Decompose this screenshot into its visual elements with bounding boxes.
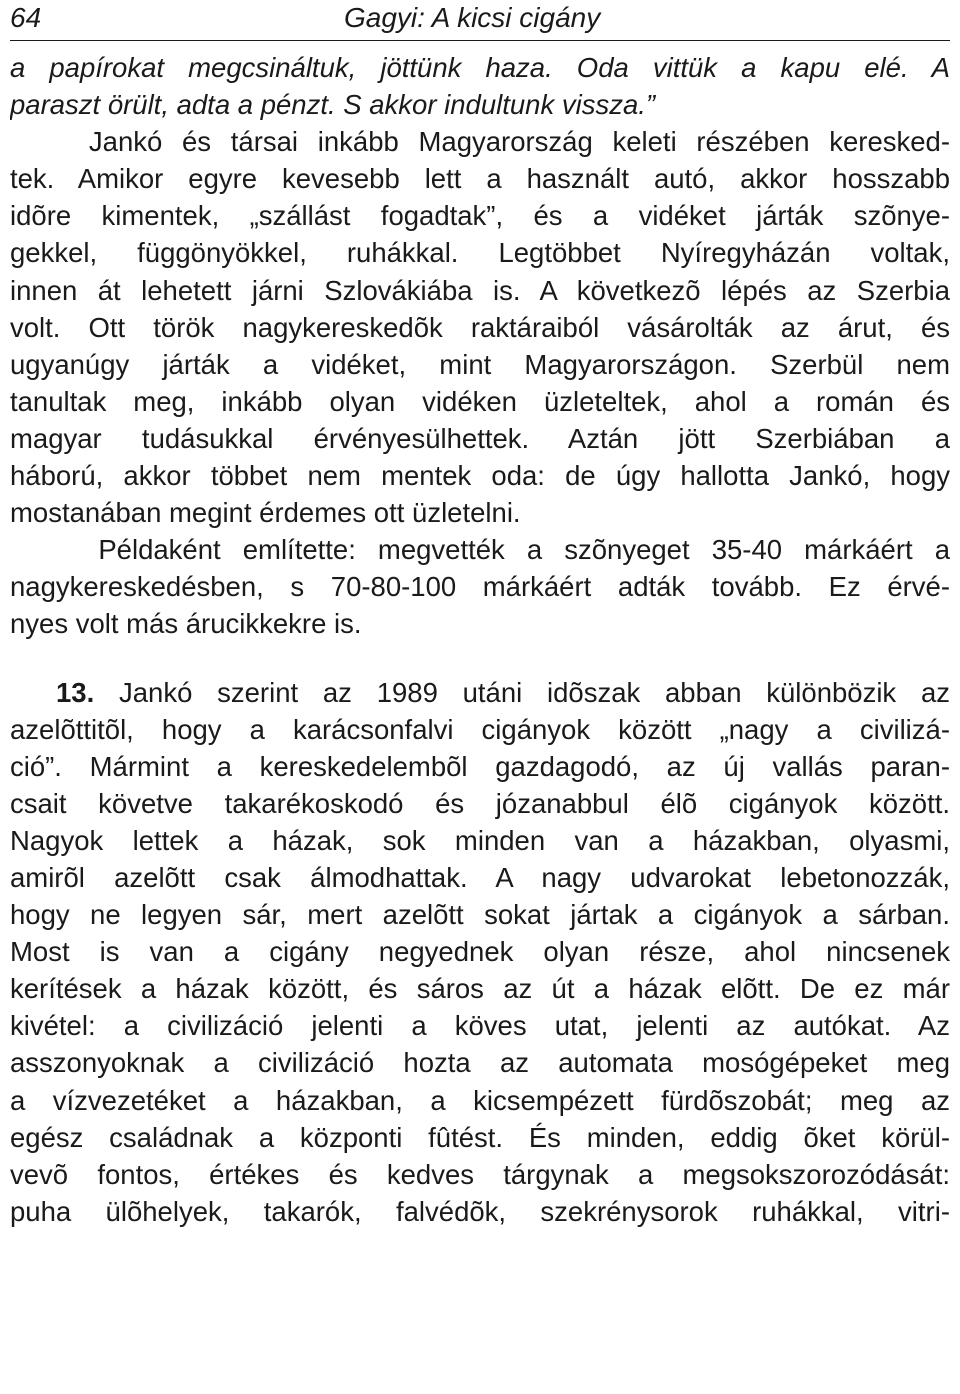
text-line: innen át lehetett járni Szlovákiába is. A következõ lépés az Szerbia	[10, 274, 950, 306]
text-line: csait követve takarékoskodó és józanabbul élõ cigányok között.	[10, 787, 950, 819]
section-spacer	[10, 643, 950, 674]
text-line: ugyanúgy járták a vidéket, mint Magyarországon. Szerbül nem	[10, 348, 950, 380]
text-line: Nagyok lettek a házak, sok minden van a házakban, olyasmi,	[10, 824, 950, 856]
text-line: asszonyoknak a civilizáció hozta az automata mosógépeket meg	[10, 1047, 950, 1079]
text-line: Jankó és társai inkább Magyarország keleti részében keresked-	[10, 126, 950, 158]
text-line: nagykereskedésben, s 70-80-100 márkáért adták tovább. Ez érvé-	[10, 571, 950, 603]
section-13	[10, 674, 950, 1230]
text-line: a papírokat megcsináltuk, jöttünk haza. Oda vittük a kapu elé. A	[10, 52, 950, 83]
paragraph	[10, 531, 950, 642]
text-line: mostanában megint érdemes ott üzletelni.	[10, 497, 521, 529]
text-line: gekkel, függönyökkel, ruhákkal. Legtöbbet Nyíregyházán voltak,	[10, 237, 950, 269]
text-line: puha ülõhelyek, takarók, falvédõk, szekrénysorok ruhákkal, vitri-	[10, 1195, 950, 1227]
body-text	[10, 49, 950, 1230]
text-line: tanultak meg, inkább olyan vidéken üzleteltek, ahol a román és	[10, 385, 950, 417]
text-line: nyes volt más árucikkekre is.	[10, 608, 362, 640]
text-line: ció”. Mármint a kereskedelembõl gazdagodó, az új vallás paran-	[10, 750, 950, 782]
paragraph	[10, 123, 950, 531]
text-line: egész családnak a központi fûtést. És minden, eddig õket körül-	[10, 1121, 950, 1153]
text-line: Példaként említette: megvették a szõnyeget 35-40 márkáért a	[10, 534, 950, 566]
text-line: volt. Ott török nagykereskedõk raktáraiból vásárolták az árut, és	[10, 311, 950, 343]
text-line: idõre kimentek, „szállást fogadtak”, és a vidéket járták szõnye-	[10, 200, 950, 232]
text-line: a vízvezetéket a házakban, a kicsempézett fürdõszobát; meg az	[10, 1084, 950, 1116]
text-line: kerítések a házak között, és sáros az út a házak elõtt. De ez már	[10, 973, 950, 1005]
running-head: Gagyi: A kicsi cigány	[344, 2, 601, 33]
text-line: magyar tudásukkal érvényesülhettek. Aztán jött Szerbiában a	[10, 422, 950, 454]
section-number: 13.	[56, 676, 95, 708]
text-line: amirõl azelõtt csak álmodhattak. A nagy udvarokat lebetonozzák,	[10, 861, 950, 893]
text-line: tek. Amikor egyre kevesebb lett a használt autó, akkor hosszabb	[10, 163, 950, 195]
italic-quote	[10, 49, 950, 123]
text-line: hogy ne legyen sár, mert azelõtt sokat jártak a cigányok a sárban.	[10, 899, 950, 931]
text-line	[10, 674, 950, 711]
text-line: paraszt örült, adta a pénzt. S akkor indultunk vissza.”	[10, 89, 656, 121]
text-line: kivétel: a civilizáció jelenti a köves utat, jelenti az autókat. Az	[10, 1010, 950, 1042]
text-line: vevõ fontos, értékes és kedves tárgynak a megsokszorozódását:	[10, 1158, 950, 1190]
text-line: háború, akkor többet nem mentek oda: de úgy hallotta Jankó, hogy	[10, 460, 950, 492]
page-number: 64	[10, 2, 42, 33]
page-header	[10, 0, 950, 41]
text-line: Most is van a cigány negyednek olyan része, ahol nincsenek	[10, 936, 950, 968]
text-line: azelõttitõl, hogy a karácsonfalvi cigányok között „nagy a civilizá-	[10, 713, 950, 745]
section-first-line: Jankó szerint az 1989 utáni idõszak abban különbözik az	[94, 676, 950, 708]
